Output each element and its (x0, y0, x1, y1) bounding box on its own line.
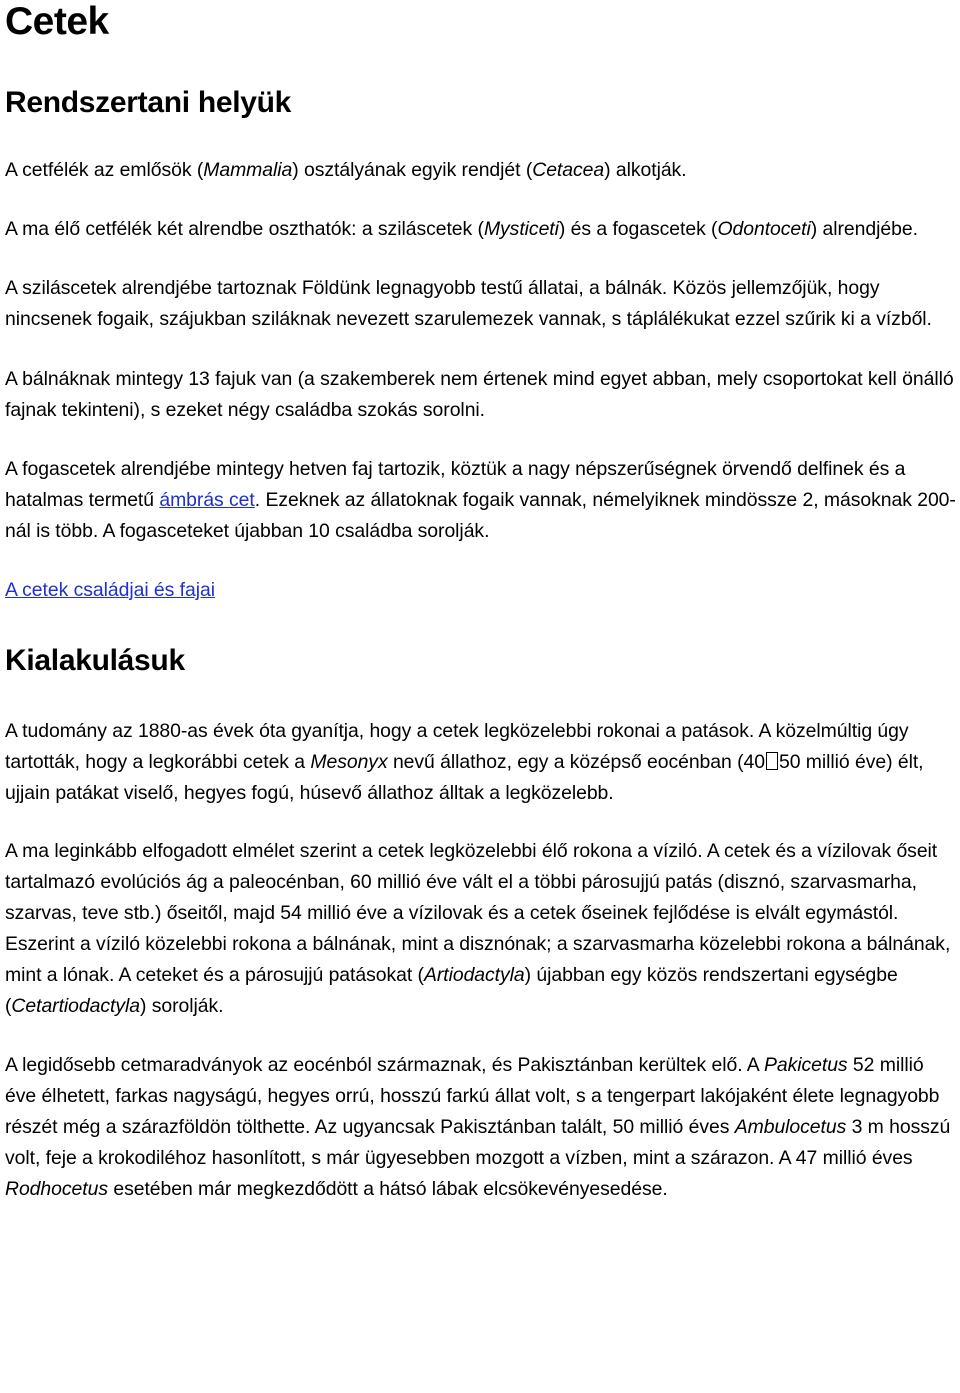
text-run: A tudomány az 1880-as évek óta gyanítja, hogy a cetek legközelebbi rokonai a patások. A közelmúltig úgy tartották, hogy a legkorábbi cetek a (5, 720, 909, 773)
italic-term: Cetartiodactyla (11, 995, 141, 1017)
text-run: A cetfélék az emlősök ( (5, 159, 204, 181)
link-ambras-cet[interactable]: ámbrás cet (159, 489, 255, 511)
text-run: A legidősebb cetmaradványok az eocénból származnak, és Pakisztánban kerültek elő. A (5, 1054, 764, 1076)
text-run: ) sorolják. (140, 995, 224, 1017)
italic-term: Artiodactyla (423, 964, 525, 986)
page-title: Cetek (5, 0, 109, 43)
italic-term: Rodhocetus (5, 1178, 108, 1200)
text-run: ) és a fogascetek ( (558, 218, 718, 240)
italic-term: Mammalia (203, 159, 293, 181)
text-run: . Ezeknek az állatoknak fogaik vannak, némelyiknek mindössze 2, másoknak 200-nál is több. A fogasceteket újabban 10 családba sorolják. (5, 489, 956, 542)
italic-term: Pakicetus (763, 1054, 848, 1076)
text-run: A fogascetek alrendjébe mintegy hetven faj tartozik, köztük a nagy népszerűségnek örvendő delfinek és a hatalmas termetű (5, 458, 906, 511)
italic-term: Odontoceti (717, 218, 811, 240)
text-run: 52 millió éve élhetett, farkas nagyságú, hegyes orrú, hosszú farkú állat volt, s a tengerpart lakójaként élete legnagyobb részét még a szárazföldön tölthette. Az ugyancsak Pakisztánban talált, 50 millió éves (5, 1054, 940, 1138)
missing-glyph-box (766, 752, 778, 770)
document-body (5, 86, 960, 1205)
text-run: ) újabban egy közös rendszertani egységbe ( (5, 964, 898, 1017)
paragraph (5, 273, 960, 335)
text-run: ) osztályának egyik rendjét ( (292, 159, 533, 181)
italic-term: Mesonyx (310, 751, 388, 773)
text-run: A sziláscetek alrendjébe tartoznak Földünk legnagyobb testű állatai, a bálnák. Közös jellemzőjük, hogy nincsenek fogaik, szájukban sziláknak nevezett szarulemezek vannak, s táplálékukat ezzel szűrik ki a vízből. (5, 277, 932, 330)
text-run: esetében már megkezdődött a hátsó lábak elcsökevényesedése. (108, 1178, 668, 1200)
paragraph (5, 155, 960, 186)
text-run: A ma élő cetfélék két alrendbe oszthatók: a sziláscetek ( (5, 218, 484, 240)
paragraph (5, 454, 960, 547)
paragraph (5, 1050, 960, 1205)
section-heading-rendszertani-helyuk: Rendszertani helyük (5, 86, 292, 119)
paragraph (5, 575, 960, 606)
italic-term: Cetacea (532, 159, 605, 181)
italic-term: Ambulocetus (734, 1116, 847, 1138)
paragraph (5, 716, 960, 809)
text-run: ) alrendjébe. (810, 218, 918, 240)
text-run: 50 millió éve) élt, ujjain patákat viselő, hegyes fogú, húsevő állathoz álltak a legközelebb. (5, 751, 924, 804)
text-run: 3 m hosszú volt, feje a krokodiléhoz hasonlított, s már ügyesebben mozgott a vízben, mint a szárazon. A 47 millió éves (5, 1116, 951, 1169)
text-run: ) alkotják. (604, 159, 687, 181)
text-run: A bálnáknak mintegy 13 fajuk van (a szakemberek nem értenek mind egyet abban, mely csoportokat kell önálló fajnak tekinteni), s ezeket négy családba szokás sorolni. (5, 368, 954, 421)
paragraph (5, 836, 960, 1022)
link-cetek-csaladjai-es-fajai[interactable]: A cetek családjai és fajai (5, 579, 215, 601)
italic-term: Mysticeti (483, 218, 559, 240)
paragraph (5, 364, 960, 426)
text-run: nevű állathoz, egy a középső eocénban (40 (387, 751, 765, 773)
text-run: A ma leginkább elfogadott elmélet szerint a cetek legközelebbi élő rokona a víziló. A cetek és a vízilovak őseit tartalmazó evolúciós ág a paleocénban, 60 millió éve vált el a többi párosujjú patás (disznó, szarvasmarha, szarvas, teve stb.) őseitől, majd 54 millió éve a vízilovak és a cetek őseinek fejlődése is elvált egymástól. Eszerint a víziló közelebbi rokona a bálnának, mint a disznónak; a szarvasmarha közelebbi rokona a bálnának, mint a lónak. A ceteket és a párosujjú patásokat ( (5, 840, 951, 986)
section-heading-kialakulasuk: Kialakulásuk (5, 644, 185, 677)
paragraph (5, 214, 960, 245)
